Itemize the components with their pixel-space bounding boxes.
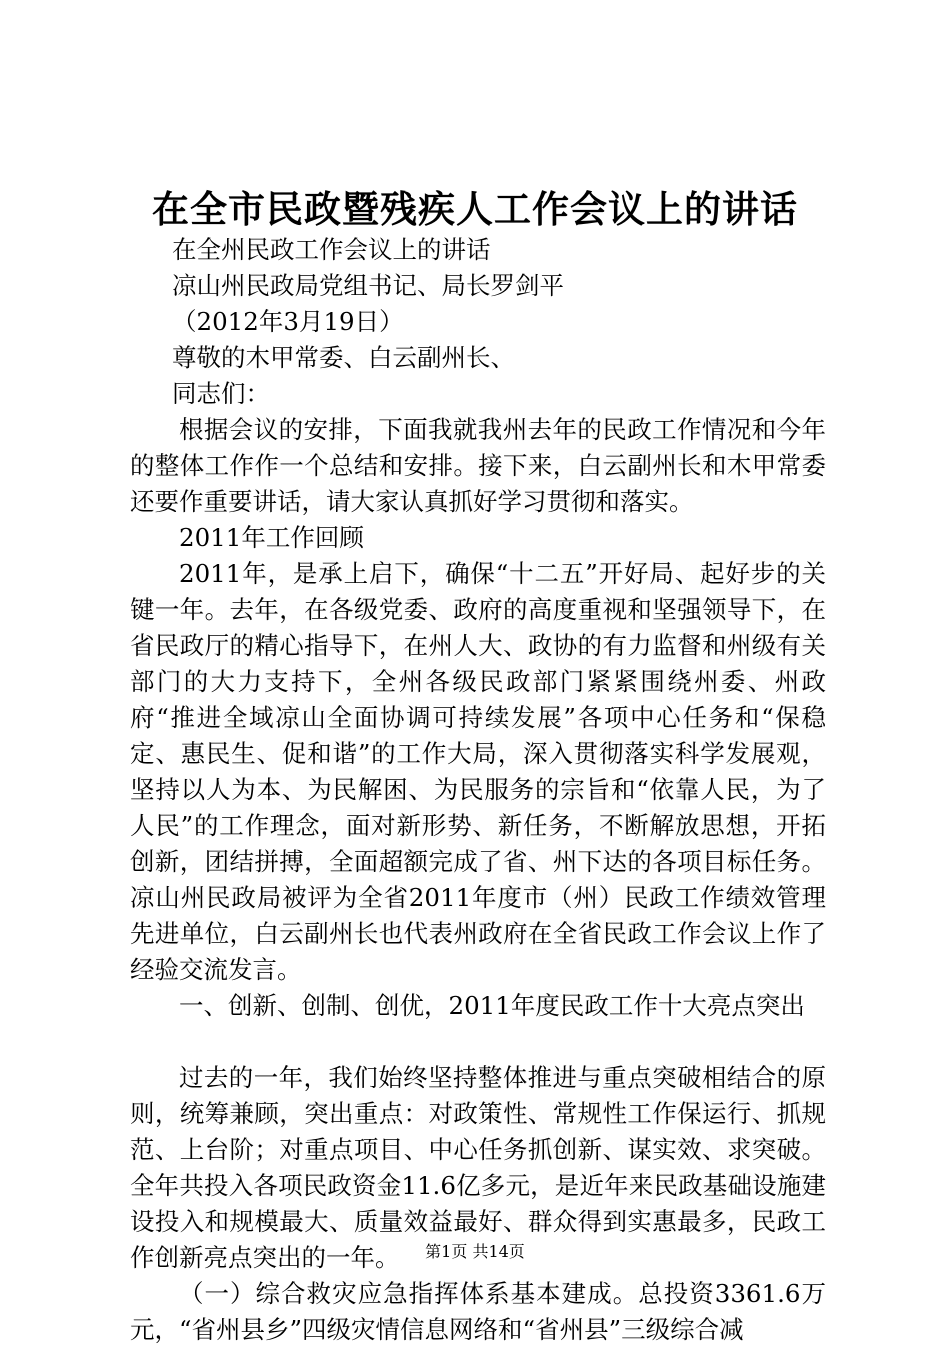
document-title: 在全市民政暨残疾人工作会议上的讲话 (152, 187, 798, 231)
page-number: 第1页 共14页 (425, 1242, 525, 1261)
document-body (130, 232, 826, 1348)
paragraph-review: 2011年，是承上启下，确保“十二五”开好局、起好步的关键一年。去年，在各级党委、政府的高度重视和坚强领导下，在省民政厅的精心指导下，在州人大、政协的有力监督和州级有关部门的大力支持下，全州各级民政部门紧紧围绕州委、州政府“推进全域凉山全面协调可持续发展”各项中心任务和“保稳定、惠民生、促和谐”的工作大局，深入贯彻落实科学发展观，坚持以人为本、为民解困、为民服务的宗旨和“依靠人民，为了人民”的工作理念，面对新形势、新任务，不断解放思想，开拓创新，团结拼搏，全面超额完成了省、州下达的各项目标任务。凉山州民政局被评为全省2011年度市（州）民政工作绩效管理先进单位，白云副州长也代表州政府在全省民政工作会议上作了经验交流发言。 (130, 559, 826, 984)
paragraph-section-heading: 一、创新、创制、创优，2011年度民政工作十大亮点突出 (179, 991, 805, 1020)
paragraph-past-year: 过去的一年，我们始终坚持整体推进与重点突破相结合的原则，统筹兼顾，突出重点：对政策性、常规性工作保运行、抓规范、上台阶；对重点项目、中心任务抓创新、谋实效、求突破。全年共投入各项民政资金11.6亿多元，是近年来民政基础设施建设投入和规模最大、质量效益最好、群众得到实惠最多，民政工作创新亮点突出的一年。 (130, 1063, 826, 1272)
paragraph-subtitle: 在全州民政工作会议上的讲话 (172, 235, 491, 264)
paragraph-spacer (130, 1024, 826, 1060)
paragraph-intro: 根据会议的安排，下面我就我州去年的民政工作情况和今年的整体工作作一个总结和安排。接下来，白云副州长和木甲常委还要作重要讲话，请大家认真抓好学习贯彻和落实。 (130, 415, 826, 516)
paragraph-salutation: 尊敬的木甲常委、白云副州长、 (172, 343, 515, 372)
paragraph-heading-review: 2011年工作回顾 (179, 523, 364, 552)
paragraph-author: 凉山州民政局党组书记、局长罗剑平 (172, 271, 564, 300)
paragraph-item-one: （一）综合救灾应急指挥体系基本建成。总投资3361.6万元，“省州县乡”四级灾情信息网络和“省州县”三级综合减 (130, 1279, 826, 1344)
paragraph-greeting: 同志们： (172, 379, 270, 408)
paragraph-date: （2012年3月19日） (172, 307, 404, 336)
